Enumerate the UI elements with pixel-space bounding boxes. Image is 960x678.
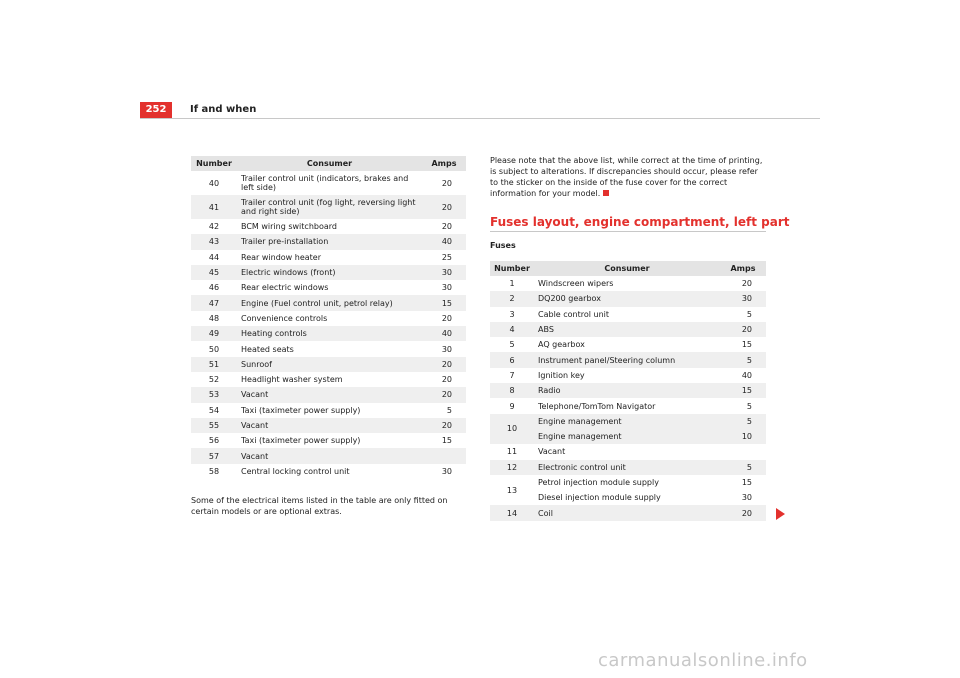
fuse-amps: 30 bbox=[422, 265, 466, 280]
fuse-number: 53 bbox=[191, 387, 237, 402]
fuse-consumer: Instrument panel/Steering column bbox=[534, 352, 720, 367]
end-of-section-icon bbox=[603, 190, 609, 196]
fuse-number: 6 bbox=[490, 352, 534, 367]
fuse-number: 55 bbox=[191, 418, 237, 433]
table-row bbox=[191, 280, 466, 295]
fuse-amps: 30 bbox=[441, 283, 452, 293]
column-header-consumer: Consumer bbox=[534, 261, 720, 276]
column-header-amps: Amps bbox=[720, 261, 766, 276]
header-divider bbox=[140, 118, 820, 119]
table-row bbox=[191, 295, 466, 310]
fuse-number: 41 bbox=[191, 195, 237, 219]
fuse-number: 42 bbox=[208, 222, 220, 232]
fuse-amps: 5 bbox=[720, 460, 766, 475]
fuse-amps: 40 bbox=[422, 234, 466, 249]
fuse-consumer: Engine management bbox=[534, 429, 720, 444]
fuses-label: Fuses bbox=[490, 241, 516, 250]
table-row bbox=[191, 403, 466, 418]
fuse-amps: 20 bbox=[422, 357, 466, 372]
fuse-consumer: Headlight washer system bbox=[241, 375, 343, 385]
fuse-consumer: Telephone/TomTom Navigator bbox=[538, 401, 656, 411]
fuse-amps: 30 bbox=[720, 291, 766, 306]
fuse-consumer: Heated seats bbox=[241, 344, 294, 354]
fuse-consumer: Convenience controls bbox=[241, 313, 328, 323]
fuse-consumer: Engine management bbox=[534, 414, 720, 429]
fuse-number: 14 bbox=[490, 505, 534, 520]
fuse-amps: 5 bbox=[746, 309, 752, 319]
fuse-number: 57 bbox=[191, 448, 237, 463]
fuse-number: 47 bbox=[191, 295, 237, 310]
table-row bbox=[490, 352, 766, 367]
fuse-amps: 40 bbox=[422, 326, 466, 341]
fuse-consumer: Vacant bbox=[237, 448, 422, 463]
table-row bbox=[191, 250, 466, 265]
fuse-consumer: Electronic control unit bbox=[534, 460, 720, 475]
fuse-consumer: Petrol injection module supply bbox=[538, 478, 659, 487]
fuse-amps: 20 bbox=[422, 418, 466, 433]
fuse-consumer: Coil bbox=[534, 505, 720, 520]
page-header bbox=[140, 102, 820, 118]
fuse-consumer: Engine (Fuel control unit, petrol relay) bbox=[237, 295, 422, 310]
fuse-amps bbox=[422, 448, 466, 463]
table-row bbox=[490, 322, 766, 337]
page-title: If and when bbox=[190, 104, 257, 115]
table-row bbox=[490, 414, 766, 429]
page-number: 252 bbox=[140, 102, 172, 118]
table-row bbox=[191, 171, 466, 195]
fuse-number: 50 bbox=[208, 344, 220, 354]
fuse-consumer: Heating controls bbox=[237, 326, 422, 341]
table-row bbox=[490, 383, 766, 398]
fuse-consumer: Diesel injection module supply bbox=[538, 493, 661, 503]
fuse-amps: 5 bbox=[720, 414, 766, 429]
fuse-amps: 15 bbox=[741, 478, 752, 487]
fuse-amps: 20 bbox=[441, 178, 452, 188]
table-row bbox=[191, 219, 466, 234]
table-row bbox=[191, 341, 466, 356]
fuse-number: 10 bbox=[490, 414, 534, 445]
optional-extras-note: Some of the electrical items listed in the table are only fitted on certain models or are optional extras. bbox=[191, 496, 448, 516]
fuse-number: 44 bbox=[208, 252, 220, 262]
fuse-consumer: Radio bbox=[534, 383, 720, 398]
table-header-row bbox=[490, 261, 766, 276]
column-header-consumer: Consumer bbox=[237, 156, 422, 171]
fuse-number: 43 bbox=[191, 234, 237, 249]
fuse-number: 56 bbox=[208, 436, 220, 446]
column-header-number: Number bbox=[191, 156, 237, 171]
fuse-consumer: Cable control unit bbox=[538, 309, 610, 319]
table-row bbox=[191, 357, 466, 372]
fuse-number: 7 bbox=[509, 370, 515, 380]
column-header-amps: Amps bbox=[422, 156, 466, 171]
fuse-number: 40 bbox=[208, 178, 220, 188]
fuse-consumer: Rear window heater bbox=[241, 252, 321, 262]
fuse-amps: 20 bbox=[741, 279, 752, 289]
fuse-number: 3 bbox=[509, 309, 515, 319]
fuse-amps: 15 bbox=[720, 383, 766, 398]
alterations-note bbox=[490, 155, 766, 199]
fuse-consumer: Vacant bbox=[538, 447, 566, 457]
table-row bbox=[191, 448, 466, 463]
table-row bbox=[191, 464, 466, 479]
fuse-consumer: Rear electric windows bbox=[241, 283, 329, 293]
fuse-number: 51 bbox=[191, 357, 237, 372]
fuse-consumer: Vacant bbox=[237, 387, 422, 402]
fuse-amps: 30 bbox=[441, 344, 452, 354]
fuse-amps: 20 bbox=[720, 505, 766, 520]
table-row bbox=[191, 387, 466, 402]
fuse-consumer: Ignition key bbox=[538, 370, 585, 380]
table-row bbox=[490, 444, 766, 459]
table-row bbox=[490, 337, 766, 352]
table-row bbox=[490, 368, 766, 383]
fuse-amps: 10 bbox=[720, 429, 766, 444]
fuse-amps: 30 bbox=[741, 493, 752, 503]
fuse-consumer: ABS bbox=[534, 322, 720, 337]
fuse-number: 1 bbox=[509, 279, 515, 289]
fuse-consumer: Central locking control unit bbox=[241, 466, 350, 476]
alterations-note-text: Please note that the above list, while correct at the time of printing, is subject to alterations. If discrepancies should occur, please refer to the sticker on the inside of the fuse cover for the correct information for your model. bbox=[490, 156, 763, 198]
fuse-consumer: Windscreen wipers bbox=[538, 279, 614, 289]
next-page-arrow-icon[interactable] bbox=[776, 508, 785, 520]
table-row bbox=[191, 433, 466, 448]
fuse-number: 5 bbox=[509, 340, 515, 350]
fuse-number: 58 bbox=[208, 466, 220, 476]
fuse-consumer: Taxi (taximeter power supply) bbox=[241, 405, 361, 415]
fuse-table-engine-left bbox=[490, 261, 766, 521]
table-row bbox=[490, 475, 766, 490]
fuse-amps: 5 bbox=[720, 352, 766, 367]
column-header-number: Number bbox=[490, 261, 534, 276]
table-row bbox=[490, 398, 766, 413]
fuse-amps: 15 bbox=[741, 340, 752, 350]
fuse-number: 4 bbox=[490, 322, 534, 337]
fuse-consumer: Sunroof bbox=[237, 357, 422, 372]
fuse-amps: 5 bbox=[746, 401, 752, 411]
fuse-amps: 20 bbox=[441, 222, 452, 232]
fuse-number: 48 bbox=[208, 313, 220, 323]
fuse-number: 8 bbox=[490, 383, 534, 398]
table-row bbox=[191, 234, 466, 249]
fuse-number: 12 bbox=[490, 460, 534, 475]
fuse-amps: 30 bbox=[441, 466, 452, 476]
fuse-consumer: AQ gearbox bbox=[538, 340, 585, 350]
fuse-number: 52 bbox=[208, 375, 220, 385]
fuse-amps: 20 bbox=[441, 313, 452, 323]
table-row bbox=[490, 291, 766, 306]
fuse-amps: 15 bbox=[441, 436, 452, 446]
table-row bbox=[490, 505, 766, 520]
fuse-number: 49 bbox=[191, 326, 237, 341]
table-row bbox=[191, 311, 466, 326]
fuse-consumer: Trailer pre-installation bbox=[237, 234, 422, 249]
fuse-amps: 40 bbox=[741, 370, 752, 380]
fuse-amps: 20 bbox=[441, 375, 452, 385]
fuse-amps: 20 bbox=[422, 195, 466, 219]
fuse-consumer: BCM wiring switchboard bbox=[241, 222, 337, 232]
fuse-consumer: Electric windows (front) bbox=[237, 265, 422, 280]
fuse-consumer: DQ200 gearbox bbox=[534, 291, 720, 306]
fuse-amps: 5 bbox=[446, 405, 452, 415]
fuse-consumer: Trailer control unit (indicators, brakes and left side) bbox=[241, 174, 409, 192]
fuse-number: 46 bbox=[208, 283, 220, 293]
table-row bbox=[191, 418, 466, 433]
watermark: carmanualsonline.info bbox=[598, 650, 808, 671]
table-row bbox=[191, 326, 466, 341]
fuse-amps: 25 bbox=[441, 252, 452, 262]
fuse-consumer: Trailer control unit (fog light, reversing light and right side) bbox=[237, 195, 422, 219]
section-title: Fuses layout, engine compartment, left part bbox=[490, 215, 790, 229]
fuse-number: 2 bbox=[490, 291, 534, 306]
fuse-amps bbox=[720, 444, 766, 459]
table-row bbox=[191, 372, 466, 387]
table-row bbox=[490, 276, 766, 291]
fuse-number: 45 bbox=[191, 265, 237, 280]
table-row bbox=[191, 265, 466, 280]
fuse-amps: 20 bbox=[422, 387, 466, 402]
fuse-number: 13 bbox=[506, 485, 518, 495]
fuse-amps: 20 bbox=[720, 322, 766, 337]
fuse-consumer: Taxi (taximeter power supply) bbox=[241, 436, 361, 446]
section-divider bbox=[490, 231, 766, 232]
table-row bbox=[490, 307, 766, 322]
table-row bbox=[490, 460, 766, 475]
fuse-number: 9 bbox=[509, 401, 515, 411]
table-row bbox=[191, 195, 466, 219]
fuse-table-continued bbox=[191, 156, 466, 479]
table-header-row bbox=[191, 156, 466, 171]
fuse-consumer: Vacant bbox=[237, 418, 422, 433]
fuse-number: 54 bbox=[208, 405, 220, 415]
fuse-amps: 15 bbox=[422, 295, 466, 310]
fuse-number: 11 bbox=[506, 447, 518, 457]
